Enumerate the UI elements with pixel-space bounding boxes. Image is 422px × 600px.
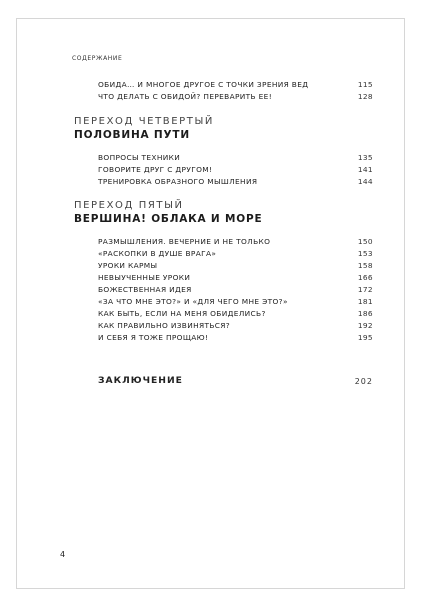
toc-entry-title: «РАСКОПКИ В ДУШЕ ВРАГА»	[98, 249, 217, 258]
toc-entry-title: И СЕБЯ Я ТОЖЕ ПРОЩАЮ!	[98, 333, 209, 342]
toc-entry-page: 186	[357, 309, 373, 318]
toc-entry-title: НЕВЫУЧЕННЫЕ УРОКИ	[98, 273, 191, 282]
section-title-part5[interactable]: ВЕРШИНА! ОБЛАКА И МОРЕ	[74, 213, 263, 225]
toc-entry-title: ГОВОРИТЕ ДРУГ С ДРУГОМ!	[98, 165, 213, 174]
toc-entry[interactable]	[98, 79, 373, 90]
toc-entry-title: ОБИДА… И МНОГОЕ ДРУГОЕ С ТОЧКИ ЗРЕНИЯ ВЕД	[98, 80, 309, 89]
toc-entry-page: 144	[357, 177, 373, 186]
toc-entry-title: ТРЕНИРОВКА ОБРАЗНОГО МЫШЛЕНИЯ	[98, 177, 258, 186]
toc-entry[interactable]	[98, 248, 373, 259]
toc-entry[interactable]	[98, 332, 373, 343]
toc-entry-title: «ЗА ЧТО МНЕ ЭТО?» И «ДЛЯ ЧЕГО МНЕ ЭТО?»	[98, 297, 288, 306]
section-title-part4[interactable]: ПОЛОВИНА ПУТИ	[74, 129, 190, 141]
toc-entry-title: ЧТО ДЕЛАТЬ С ОБИДОЙ? ПЕРЕВАРИТЬ ЕЕ!	[98, 92, 273, 101]
toc-entry[interactable]	[98, 284, 373, 295]
toc-entry-page: 150	[357, 237, 373, 246]
running-head: СОДЕРЖАНИЕ	[72, 55, 123, 62]
toc-entry-title: УРОКИ КАРМЫ	[98, 261, 158, 270]
toc-entry-title: БОЖЕСТВЕННАЯ ИДЕЯ	[98, 285, 192, 294]
toc-entry[interactable]	[98, 308, 373, 319]
toc-entry-title: РАЗМЫШЛЕНИЯ. ВЕЧЕРНИЕ И НЕ ТОЛЬКО	[98, 237, 271, 246]
toc-entry-page: 195	[357, 333, 373, 342]
toc-entry-page: 202	[354, 377, 373, 386]
toc-entry-page: 181	[357, 297, 373, 306]
toc-entry-title: КАК ПРАВИЛЬНО ИЗВИНЯТЬСЯ?	[98, 321, 231, 330]
toc-entry-conclusion[interactable]	[98, 374, 373, 387]
toc-entry[interactable]	[98, 236, 373, 247]
toc-entry[interactable]	[98, 91, 373, 102]
toc-entry-title: ЗАКЛЮЧЕНИЕ	[98, 375, 183, 386]
section-kicker-part4: ПЕРЕХОД ЧЕТВЕРТЫЙ	[74, 116, 215, 127]
toc-entry-page: 141	[357, 165, 373, 174]
toc-entry[interactable]	[98, 152, 373, 163]
toc-entry-page: 158	[357, 261, 373, 270]
toc-entry[interactable]	[98, 296, 373, 307]
page-number: 4	[60, 550, 66, 559]
toc-entry-page: 192	[357, 321, 373, 330]
toc-entry[interactable]	[98, 320, 373, 331]
toc-entry-page: 172	[357, 285, 373, 294]
toc-entry-title: КАК БЫТЬ, ЕСЛИ НА МЕНЯ ОБИДЕЛИСЬ?	[98, 309, 266, 318]
toc-entry-page: 166	[357, 273, 373, 282]
toc-entry[interactable]	[98, 272, 373, 283]
toc-entry-page: 135	[357, 153, 373, 162]
toc-entry[interactable]	[98, 260, 373, 271]
toc-entry-title: ВОПРОСЫ ТЕХНИКИ	[98, 153, 181, 162]
toc-entry[interactable]	[98, 176, 373, 187]
toc-entry-page: 115	[357, 80, 373, 89]
toc-entry-page: 128	[357, 92, 373, 101]
toc-entry[interactable]	[98, 164, 373, 175]
section-kicker-part5: ПЕРЕХОД ПЯТЫЙ	[74, 200, 184, 211]
toc-entry-page: 153	[357, 249, 373, 258]
